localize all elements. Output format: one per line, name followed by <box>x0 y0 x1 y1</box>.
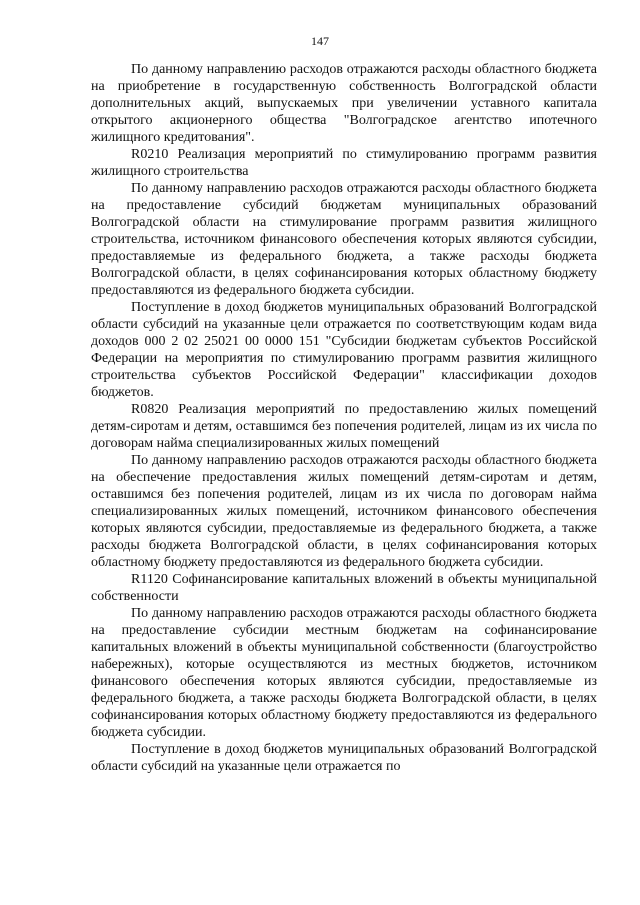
heading-r0820: R0820 Реализация мероприятий по предоставлению жилых помещений детям-сиротам и детям, оставшимся без попечения родителей, лицам из их числа по договорам найма специализированных жилых помещений <box>91 402 597 451</box>
heading-r1120: R1120 Софинансирование капитальных вложений в объекты муниципальной собственности <box>91 572 597 604</box>
page-number: 147 <box>311 34 329 48</box>
paragraph-r1120-expenses: По данному направлению расходов отражаются расходы областного бюджета на предоставление субсидии местным бюджетам на софинансирование капитальных вложений в объекты муниципальной собственности (благоустройство набережных), которые осуществляются из местных бюджетов, источником финансового обеспечения которых являются субсидии, предоставляемые из федерального бюджета, а также расходы бюджета Волгоградской области, в целях софинансирования которых областному бюджету предоставляются из федерального бюджета субсидии. <box>91 606 597 740</box>
paragraph-r0820-expenses: По данному направлению расходов отражаются расходы областного бюджета на обеспечение предоставления жилых помещений детям-сиротам и детям, оставшимся без попечения родителей, лицам из их числа по договорам найма специализированных жилых помещений, источником финансового обеспечения которых являются субсидии, предоставляемые из федерального бюджета, а также расходы бюджета Волгоградской области, в целях софинансирования которых областному бюджету предоставляются из федерального бюджета субсидии. <box>91 453 597 570</box>
document-body <box>91 61 597 775</box>
paragraph-intro-agency-shares: По данному направлению расходов отражаются расходы областного бюджета на приобретение в государственную собственность Волгоградской области дополнительных акций, выпускаемых при увеличении уставного капитала открытого акционерного общества "Волгоградское агентство ипотечного жилищного кредитования". <box>91 62 597 145</box>
paragraph-r1120-revenue: Поступление в доход бюджетов муниципальных образований Волгоградской области субсидий на указанные цели отражается по <box>91 742 597 774</box>
paragraph-r0210-revenue: Поступление в доход бюджетов муниципальных образований Волгоградской области субсидий на указанные цели отражается по соответствующим кодам вида доходов 000 2 02 25021 00 0000 151 "Субсидии бюджетам субъектов Российской Федерации на мероприятия по стимулированию программ развития жилищного строительства субъектов Российской Федерации" классификации доходов бюджетов. <box>91 300 597 400</box>
heading-r0210: R0210 Реализация мероприятий по стимулированию программ развития жилищного строительства <box>91 147 597 179</box>
paragraph-r0210-expenses: По данному направлению расходов отражаются расходы областного бюджета на предоставление субсидий бюджетам муниципальных образований Волгоградской области на стимулирование программ развития жилищного строительства, источником финансового обеспечения которых являются субсидии, предоставляемые из федерального бюджета, а также расходы бюджета Волгоградской области, в целях софинансирования которых областному бюджету предоставляются из федерального бюджета субсидии. <box>91 181 597 298</box>
